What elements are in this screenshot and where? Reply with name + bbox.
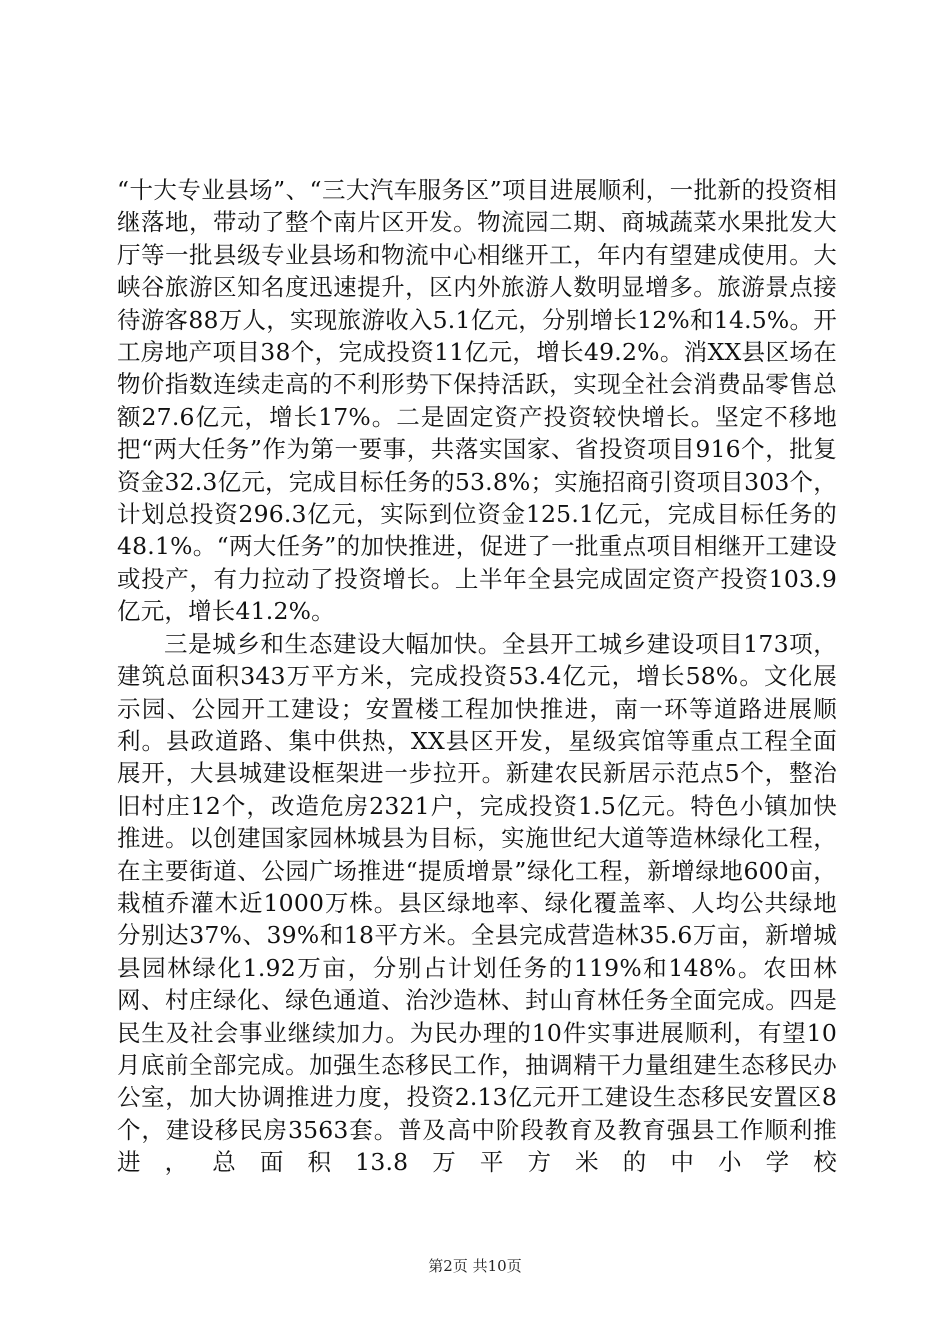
paragraph-2: 三是城乡和生态建设大幅加快。全县开工城乡建设项目173项，建筑总面积343万平方米，完成投资53.4亿元，增长58%。文化展示园、公园开工建设；安置楼工程加快推进，南一环等道路进展顺利。县政道路、集中供热，XX县区开发，星级宾馆等重点工程全面展开，大县城建设框架进一步拉开。新建农民新居示范点5个，整治旧村庄12个，改造危房2321户，完成投资1.5亿元。特色小镇加快推进。以创建国家园林城县为目标，实施世纪大道等造林绿化工程，在主要街道、公园广场推进“提质增景”绿化工程，新增绿地600亩，栽植乔灌木近1000万株。县区绿地率、绿化覆盖率、人均公共绿地分别达37%、39%和18平方米。全县完成营造林35.6万亩，新增城县园林绿化1.92万亩，分别占计划任务的119%和148%。农田林网、村庄绿化、绿色通道、治沙造林、封山育林任务全面完成。四是民生及社会事业继续加力。为民办理的10件实事进展顺利，有望10月底前全部完成。加强生态移民工作，抽调精干力量组建生态移民办公室，加大协调推进力度，投资2.13亿元开工建设生态移民安置区8个，建设移民房3563套。普及高中阶段教育及教育强县工作顺利推进，总面积13.8万平方米的中小学校 xyxy=(117,629,837,1177)
document-body xyxy=(117,174,837,1179)
page-footer: 第2页 共10页 xyxy=(428,1257,522,1275)
paragraph-1: “十大专业县场”、“三大汽车服务区”项目进展顺利，一批新的投资相继落地，带动了整个南片区开发。物流园二期、商城蔬菜水果批发大厅等一批县级专业县场和物流中心相继开工，年内有望建成使用。大峡谷旅游区知名度迅速提升，区内外旅游人数明显增多。旅游景点接待游客88万人，实现旅游收入5.1亿元，分别增长12%和14.5%。开工房地产项目38个，完成投资11亿元，增长49.2%。消XX县区场在物价指数连续走高的不利形势下保持活跃，实现全社会消费品零售总额27.6亿元，增长17%。二是固定资产投资较快增长。坚定不移地把“两大任务”作为第一要事，共落实国家、省投资项目916个，批复资金32.3亿元，完成目标任务的53.8%；实施招商引资项目303个，计划总投资296.3亿元，实际到位资金125.1亿元，完成目标任务的48.1%。“两大任务”的加快推进，促进了一批重点项目相继开工建设或投产，有力拉动了投资增长。上半年全县完成固定资产投资103.9亿元，增长41.2%。 xyxy=(117,176,837,626)
